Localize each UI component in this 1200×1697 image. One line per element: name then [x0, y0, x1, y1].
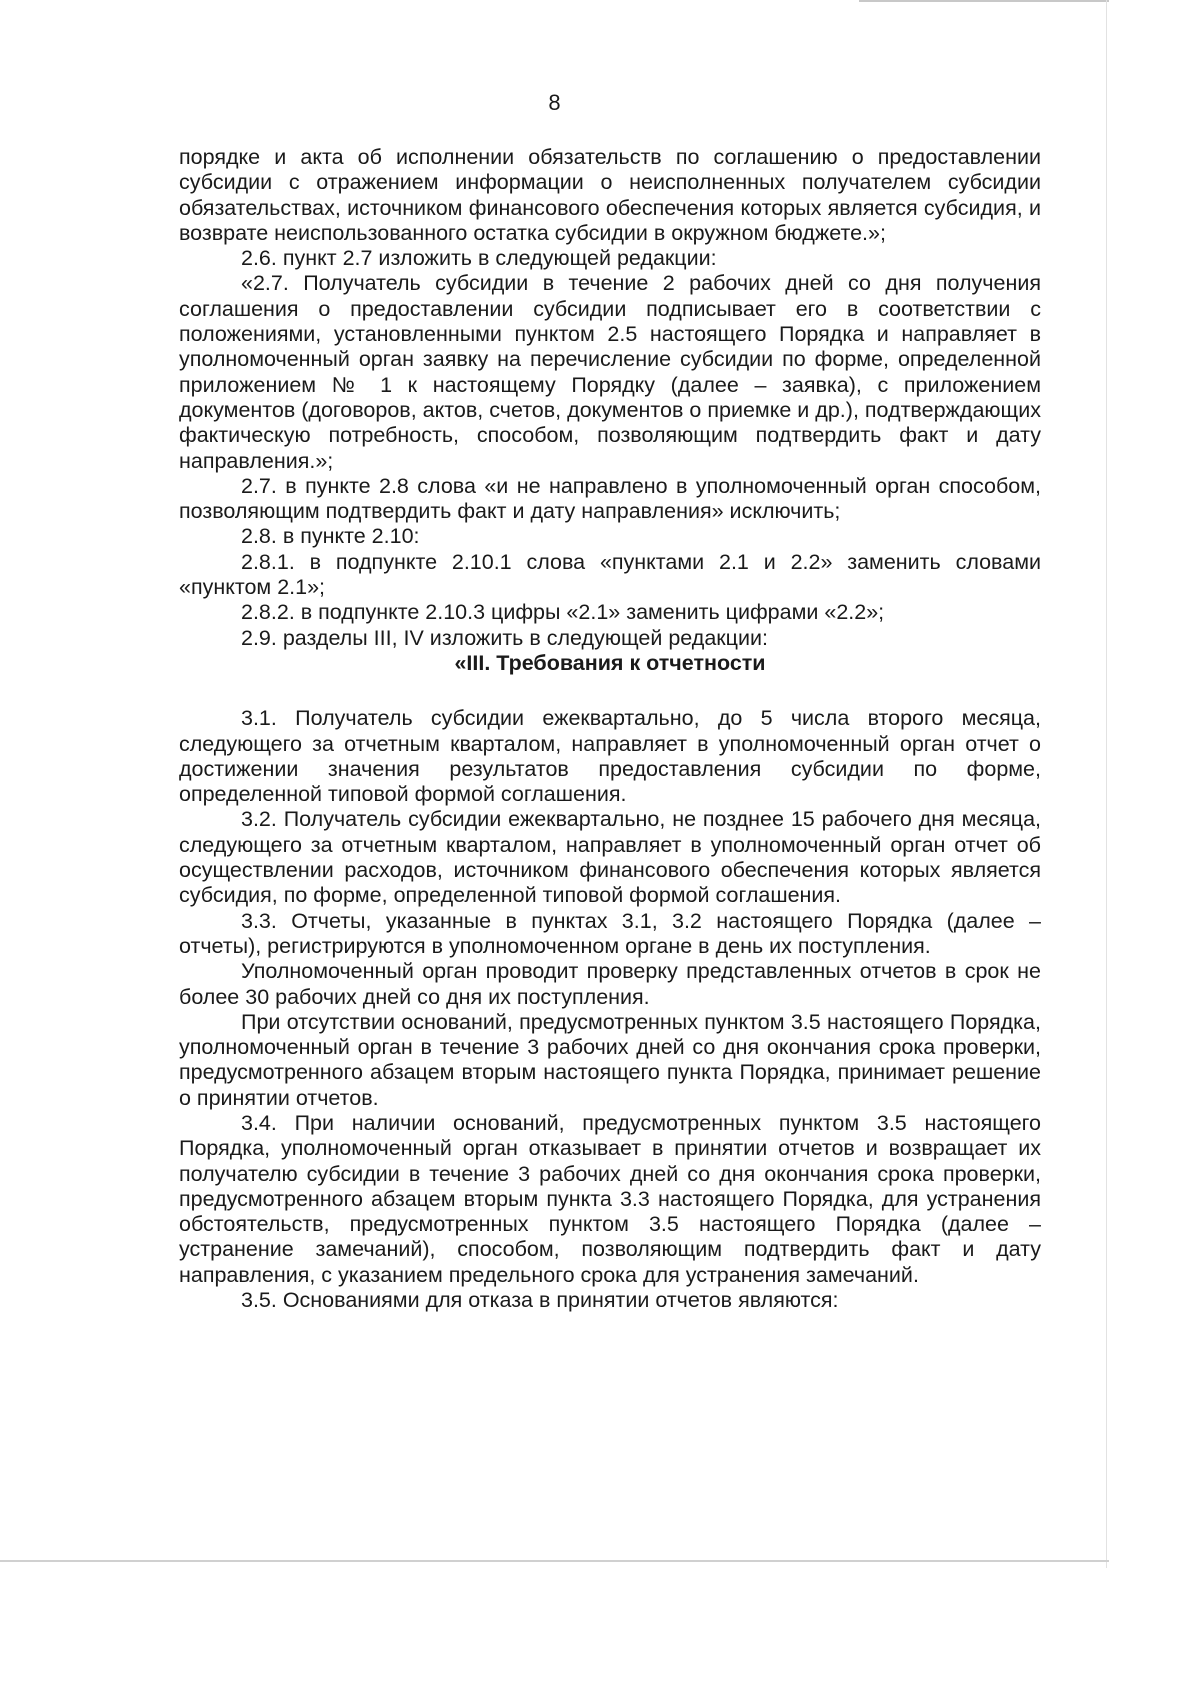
section-heading: «III. Требования к отчетности [454, 650, 766, 675]
paragraph: 2.7. в пункте 2.8 слова «и не направлено в уполномоченный орган способом, позволяющим подтвердить факт и дату направления» исключить; [179, 473, 1041, 524]
paragraph: Уполномоченный орган проводит проверку представленных отчетов в срок не более 30 рабочих дней со дня их поступления. [179, 959, 1041, 1009]
scan-edge-top [859, 0, 1109, 2]
paragraph: При отсутствии оснований, предусмотренных пунктом 3.5 настоящего Порядка, уполномоченный орган в течение 3 рабочих дней со дня окончания срока проверки, предусмотренного абзацем вторым настоящего пункта Порядка, принимает решение о принятии отчетов. [179, 1009, 1041, 1110]
paragraph: порядке и акта об исполнении обязательств по соглашению о предоставлении субсидии с отражением информации о неисполненных получателем субсидии обязательствах, источником финансового обеспечения которых является субсидия, и возврате неиспользованного остатка субсидии в окружном бюджете.»; [179, 145, 1041, 245]
paragraph: 3.4. При наличии оснований, предусмотренных пунктом 3.5 настоящего Порядка, уполномоченный орган отказывает в принятии отчетов и возвращает их получателю субсидии в течение 3 рабочих дней со дня окончания срока проверки, предусмотренного абзацем вторым пункта 3.3 настоящего Порядка, для устранения обстоятельств, предусмотренных пунктом 3.5 настоящего Порядка (далее – устранение замечаний), способом, позволяющим подтвердить факт и дату направления, с указанием предельного срока для устранения замечаний. [179, 1110, 1041, 1287]
paragraph: 2.9. разделы III, IV изложить в следующей редакции: [241, 625, 768, 650]
document-body [179, 145, 1041, 1313]
paragraph: 2.8.1. в подпункте 2.10.1 слова «пунктами 2.1 и 2.2» заменить словами «пунктом 2.1»; [179, 549, 1041, 600]
paragraph: «2.7. Получатель субсидии в течение 2 рабочих дней со дня получения соглашения о предоставлении субсидии подписывает его в соответствии с положениями, установленными пунктом 2.5 настоящего Порядка и направляет в уполномоченный орган заявку на перечисление субсидии по форме, определенной приложением № 1 к настоящему Порядку (далее – заявка), с приложением документов (договоров, актов, счетов, документов о приемке и др.), подтверждающих фактическую потребность, способом, позволяющим подтвердить факт и дату направления.»; [179, 271, 1041, 473]
paragraph: 3.5. Основаниями для отказа в принятии отчетов являются: [241, 1288, 839, 1313]
scan-edge-right [1106, 0, 1107, 1568]
paragraph: 2.8.2. в подпункте 2.10.3 цифры «2.1» заменить цифрами «2.2»; [241, 600, 885, 625]
scan-edge-bottom [0, 1560, 1109, 1562]
paragraph: 2.6. пункт 2.7 изложить в следующей редакции: [241, 246, 717, 271]
paragraph: 3.1. Получатель субсидии ежеквартально, до 5 числа второго месяца, следующего за отчетным кварталом, направляет в уполномоченный орган отчет о достижении значения результатов предоставления субсидии по форме, определенной типовой формой соглашения. [179, 706, 1041, 807]
paragraph: 3.2. Получатель субсидии ежеквартально, не позднее 15 рабочего дня месяца, следующего за отчетным кварталом, направляет в уполномоченный орган отчет об осуществлении расходов, источником финансового обеспечения которых является субсидия, по форме, определенной типовой формой соглашения. [179, 807, 1041, 908]
paragraph: 2.8. в пункте 2.10: [241, 524, 420, 549]
paragraph: 3.3. Отчеты, указанные в пунктах 3.1, 3.2 настоящего Порядка (далее – отчеты), регистрируются в уполномоченном органе в день их поступления. [179, 908, 1041, 958]
page-number: 8 [548, 90, 561, 115]
heading-spacer [179, 676, 1041, 706]
